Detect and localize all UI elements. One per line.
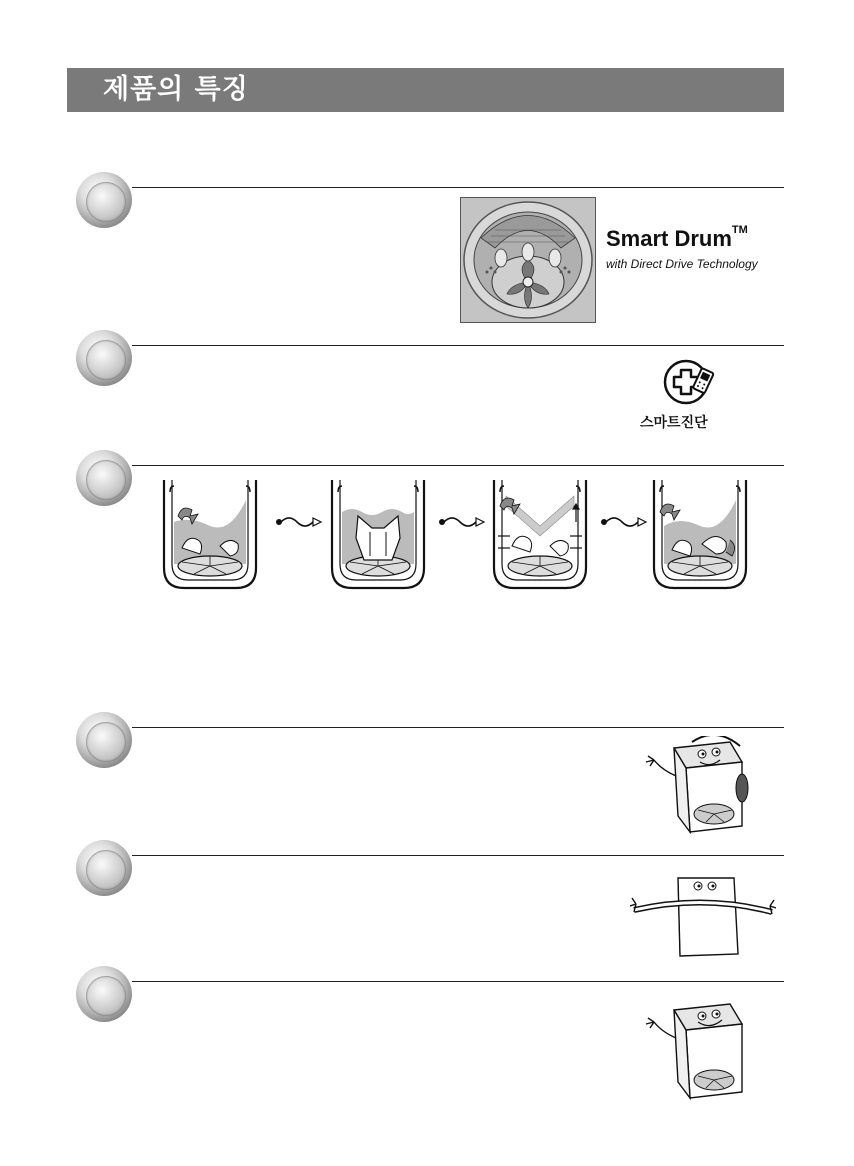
washer-headphones-illustration xyxy=(636,736,752,836)
section-divider xyxy=(132,345,784,346)
page-title: 제품의 특징 xyxy=(103,74,249,105)
section-bullet-icon xyxy=(76,450,132,506)
smart-drum-subtitle: with Direct Drive Technology xyxy=(606,257,758,271)
page-header xyxy=(67,68,784,112)
washer-wave-illustration xyxy=(636,996,752,1100)
section-divider xyxy=(132,855,784,856)
smart-drum-logo xyxy=(606,226,748,252)
section-divider xyxy=(132,187,784,188)
section-bullet-icon xyxy=(76,966,132,1022)
section-divider xyxy=(132,465,784,466)
smart-drum-title: Smart Drum xyxy=(606,226,732,251)
drum-photo xyxy=(460,197,596,323)
section-bullet-icon xyxy=(76,172,132,228)
smart-diagnosis-icon xyxy=(660,358,730,410)
section-divider xyxy=(132,981,784,982)
section-bullet-icon xyxy=(76,712,132,768)
section-divider xyxy=(132,727,784,728)
washer-stretch-illustration xyxy=(630,874,776,960)
smart-diagnosis-label: 스마트진단 xyxy=(640,415,708,431)
section-bullet-icon xyxy=(76,840,132,896)
wash-flow-diagram xyxy=(160,476,760,594)
trademark: TM xyxy=(731,224,748,236)
section-bullet-icon xyxy=(76,330,132,386)
